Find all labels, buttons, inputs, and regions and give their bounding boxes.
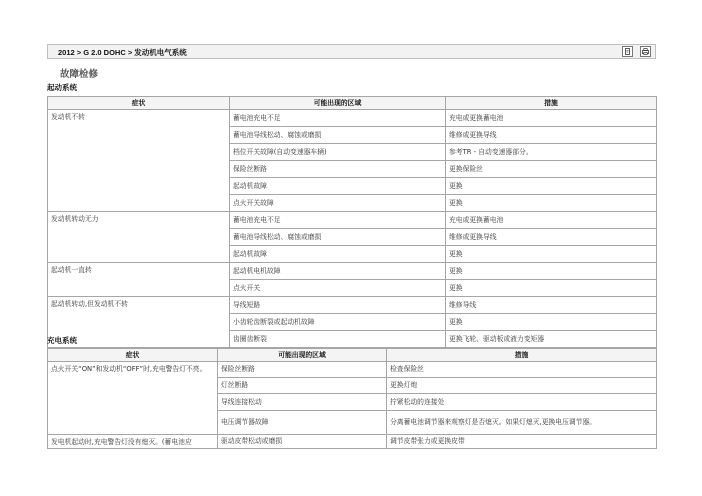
- action-cell: 更换: [446, 280, 657, 297]
- action-cell: 更换飞轮、驱动板或液力变矩器: [446, 331, 657, 348]
- breadcrumb[interactable]: 2012 > G 2.0 DOHC > 发动机电气系统: [58, 48, 187, 57]
- action-cell: 更换: [446, 263, 657, 280]
- area-cell: 点火开关: [230, 280, 446, 297]
- printer-icon[interactable]: [640, 46, 651, 57]
- area-cell: 起动机故障: [230, 178, 446, 195]
- action-cell: 维修或更换导线: [446, 229, 657, 246]
- column-header-action: 措施: [446, 97, 657, 110]
- action-cell: 维修或更换导线: [446, 127, 657, 144]
- area-cell: 保险丝断路: [218, 362, 387, 378]
- action-cell: 维修导线: [446, 297, 657, 314]
- area-cell: 蓄电池充电不足: [230, 110, 446, 127]
- table-row: [48, 297, 657, 314]
- action-cell: 检查保险丝: [387, 362, 657, 378]
- action-cell: 充电或更换蓄电池: [446, 110, 657, 127]
- area-cell: 电压调节器故障: [218, 411, 387, 435]
- action-cell: 更换: [446, 195, 657, 212]
- area-cell: 蓄电池充电不足: [230, 212, 446, 229]
- symptom-cell: 点火开关“ON”和发动机“OFF”时,充电警告灯不亮。: [48, 362, 218, 435]
- action-cell: 充电或更换蓄电池: [446, 212, 657, 229]
- area-cell: 起动机电机故障: [230, 263, 446, 280]
- symptom-cell: 发动机不转: [48, 110, 230, 212]
- action-cell: 参考TR - 自动变速器部分。: [446, 144, 657, 161]
- area-cell: 起动机故障: [230, 246, 446, 263]
- area-cell: 驱动皮带松动或磨损: [218, 435, 387, 449]
- area-cell: 导线连接松动: [218, 394, 387, 411]
- table-row: [48, 212, 657, 229]
- column-header-area: 可能出现的区域: [218, 349, 387, 362]
- charging-troubleshooting-table: [47, 348, 657, 449]
- column-header-action: 措施: [387, 349, 657, 362]
- area-cell: 档位开关故障(自动变速器车辆): [230, 144, 446, 161]
- symptom-cell: 起动机转动,但发动机不转: [48, 297, 230, 348]
- starting-troubleshooting-table: [47, 96, 657, 348]
- action-cell: 更换灯炮: [387, 378, 657, 394]
- action-cell: 更换: [446, 246, 657, 263]
- action-cell: 更换: [446, 178, 657, 195]
- header-bar: [47, 44, 656, 59]
- starting-section-title: 起动系统: [47, 83, 77, 92]
- area-cell: 灯丝断路: [218, 378, 387, 394]
- area-cell: 蓄电池导线松动、腐蚀或磨损: [230, 127, 446, 144]
- action-cell: 调节皮带张力或更换皮带: [387, 435, 657, 449]
- page-title: 故障检修: [60, 69, 99, 80]
- column-header-symptom: 症状: [48, 97, 230, 110]
- table-row: [48, 110, 657, 127]
- action-cell: 拧紧松动的连接处: [387, 394, 657, 411]
- area-cell: 导线短路: [230, 297, 446, 314]
- column-header-area: 可能出现的区域: [230, 97, 446, 110]
- symptom-cell: 起动机一直转: [48, 263, 230, 297]
- action-cell: 更换: [446, 314, 657, 331]
- table-row: [48, 362, 657, 378]
- area-cell: 齿圈齿断裂: [230, 331, 446, 348]
- symptom-cell: 发电机起动时,充电警告灯没有熄灭。(蓄电池应: [48, 435, 218, 449]
- action-cell: 分离蓄电池调节器来观察灯是否熄灭。如果灯熄灭,更换电压调节器。: [387, 411, 657, 435]
- charging-section-title: 充电系统: [47, 336, 77, 345]
- area-cell: 点火开关故障: [230, 195, 446, 212]
- area-cell: 保险丝断路: [230, 161, 446, 178]
- table-row: [48, 263, 657, 280]
- action-cell: 更换保险丝: [446, 161, 657, 178]
- column-header-symptom: 症状: [48, 349, 218, 362]
- document-icon[interactable]: [622, 46, 633, 57]
- area-cell: 蓄电池导线松动、腐蚀或磨损: [230, 229, 446, 246]
- area-cell: 小齿轮齿断裂或起动机故障: [230, 314, 446, 331]
- table-row: [48, 435, 657, 449]
- symptom-cell: 发动机转动无力: [48, 212, 230, 263]
